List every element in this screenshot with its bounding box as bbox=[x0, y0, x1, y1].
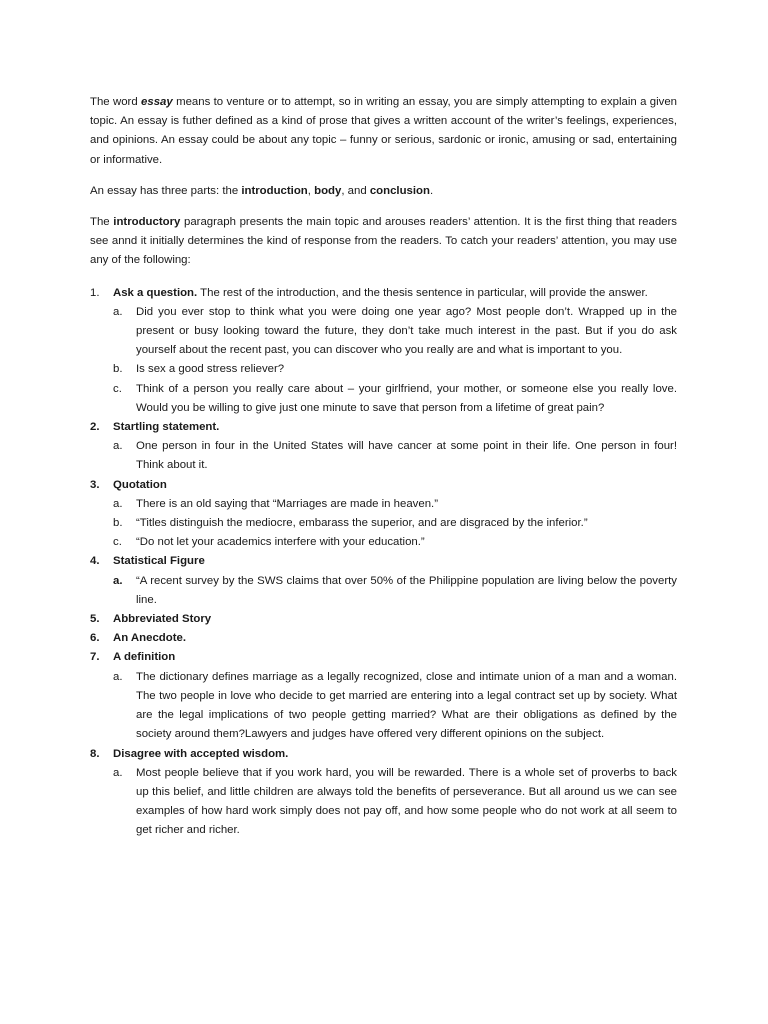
sub-list bbox=[113, 572, 677, 610]
sub-item bbox=[113, 668, 677, 745]
list-number: 5. bbox=[90, 613, 100, 626]
sub-item bbox=[113, 360, 677, 379]
sub-item bbox=[113, 533, 677, 552]
list-heading: An Anecdote. bbox=[113, 632, 186, 645]
sub-item bbox=[113, 437, 677, 475]
list-item-1 bbox=[90, 284, 677, 418]
document-page bbox=[90, 93, 677, 841]
text-span: . bbox=[429, 184, 434, 197]
text-span: An essay has three parts: the bbox=[90, 184, 242, 197]
list-heading: Disagree with accepted wisdom. bbox=[113, 747, 289, 760]
bold-introduction: introduction bbox=[241, 184, 308, 197]
sub-letter: a. bbox=[113, 766, 123, 779]
sub-item bbox=[113, 514, 677, 533]
sub-item bbox=[113, 572, 677, 610]
sub-text: The dictionary defines marriage as a legally recognized, close and intimate union of a man and a woman. The two people in love who decide to get married are entering into a legal contract set up by society. What are the legal implications of two people getting married? What are their obligations as defined by the society around them?Lawyers and judges have offered very different opinions on the subject. bbox=[136, 670, 677, 741]
sub-letter: a. bbox=[113, 305, 123, 318]
paragraph-three-parts bbox=[90, 182, 677, 201]
sub-letter: a. bbox=[113, 497, 123, 510]
list-number: 1. bbox=[90, 286, 100, 299]
list-heading: Abbreviated Story bbox=[113, 613, 212, 626]
list-number: 7. bbox=[90, 651, 100, 664]
sub-text: Most people believe that if you work hard, you will be rewarded. There is a whole set of proverbs to back up this belief, and little children are always told the benefits of perseverance. But all around us we can see examples of how hard work simply does not pay off, and how some people who do not work at all seem to get richer and richer. bbox=[136, 766, 677, 837]
bold-introductory: introductory bbox=[113, 216, 181, 229]
list-item-6 bbox=[90, 629, 677, 648]
sub-text: Think of a person you really care about – your girlfriend, your mother, or someone else you really love. Would you be willing to give just one minute to save that person from a lifetime of great pain? bbox=[136, 382, 677, 414]
list-item-3 bbox=[90, 476, 677, 553]
sub-list bbox=[113, 437, 677, 475]
sub-letter: a. bbox=[113, 670, 123, 683]
sub-text: One person in four in the United States will have cancer at some point in their life. One person in four! Think about it. bbox=[136, 440, 677, 472]
list-number: 8. bbox=[90, 747, 100, 760]
text-span: , and bbox=[341, 184, 370, 197]
paragraph-introductory bbox=[90, 213, 677, 271]
paragraph-essay-definition bbox=[90, 93, 677, 170]
text-span: The bbox=[90, 216, 114, 229]
text-span: paragraph presents the main topic and arouses readers’ attention. It is the first thing that readers see annd it initially determines the kind of response from the readers. To catch your readers’ attention, you may use any of the following: bbox=[90, 216, 677, 267]
sub-item bbox=[113, 380, 677, 418]
sub-text: There is an old saying that “Marriages are made in heaven.” bbox=[136, 497, 439, 510]
sub-item bbox=[113, 303, 677, 361]
sub-item bbox=[113, 764, 677, 841]
sub-item bbox=[113, 495, 677, 514]
list-item-8 bbox=[90, 745, 677, 841]
list-item-2 bbox=[90, 418, 677, 476]
text-span: , bbox=[307, 184, 315, 197]
text-span: means to venture or to attempt, so in writing an essay, you are simply attempting to explain a given topic. An essay is futher defined as a kind of prose that gives a written account of the writer’s feelings, experiences, and opinions. An essay could be about any topic – funny or serious, sardonic or ironic, amusing or sad, entertaining or informative. bbox=[90, 96, 677, 166]
list-heading: A definition bbox=[113, 651, 176, 664]
sub-letter: c. bbox=[113, 382, 122, 395]
bold-conclusion: conclusion bbox=[369, 184, 430, 197]
list-heading: Quotation bbox=[113, 478, 167, 491]
sub-letter: b. bbox=[113, 517, 123, 530]
sub-text: “A recent survey by the SWS claims that over 50% of the Philippine population are living below the poverty line. bbox=[136, 574, 677, 606]
sub-text: “Titles distinguish the mediocre, embarass the superior, and are disgraced by the inferior.” bbox=[136, 517, 588, 530]
list-number: 2. bbox=[90, 421, 100, 434]
sub-text: Is sex a good stress reliever? bbox=[136, 363, 285, 376]
sub-text: “Do not let your academics interfere with your education.” bbox=[136, 536, 425, 549]
sub-list bbox=[113, 764, 677, 841]
sub-letter: a. bbox=[113, 440, 123, 453]
list-heading: Statistical Figure bbox=[113, 555, 205, 568]
list-number: 3. bbox=[90, 478, 100, 491]
sub-letter: a. bbox=[113, 574, 123, 587]
list-number: 6. bbox=[90, 632, 100, 645]
sub-letter: c. bbox=[113, 536, 122, 549]
list-item-7 bbox=[90, 648, 677, 744]
sub-list bbox=[113, 495, 677, 553]
list-item-5 bbox=[90, 610, 677, 629]
sub-list bbox=[113, 668, 677, 745]
list-text: The rest of the introduction, and the thesis sentence in particular, will provide the answer. bbox=[197, 286, 648, 299]
list-number: 4. bbox=[90, 555, 100, 568]
list-item-4 bbox=[90, 552, 677, 610]
techniques-list bbox=[90, 284, 677, 841]
sub-list bbox=[113, 303, 677, 418]
emphasis-essay: essay bbox=[141, 96, 173, 108]
bold-body: body bbox=[314, 184, 342, 197]
sub-text: Did you ever stop to think what you were doing one year ago? Most people don’t. Wrapped up in the present or busy looking toward the future, they don’t take much interest in the past. But if you do ask yourself about the recent past, you can discover who you really are and what is important to you. bbox=[136, 305, 677, 357]
text-span: The word bbox=[90, 96, 142, 108]
list-heading: Ask a question. bbox=[113, 286, 198, 299]
list-heading: Startling statement. bbox=[113, 421, 220, 434]
sub-letter: b. bbox=[113, 363, 123, 376]
